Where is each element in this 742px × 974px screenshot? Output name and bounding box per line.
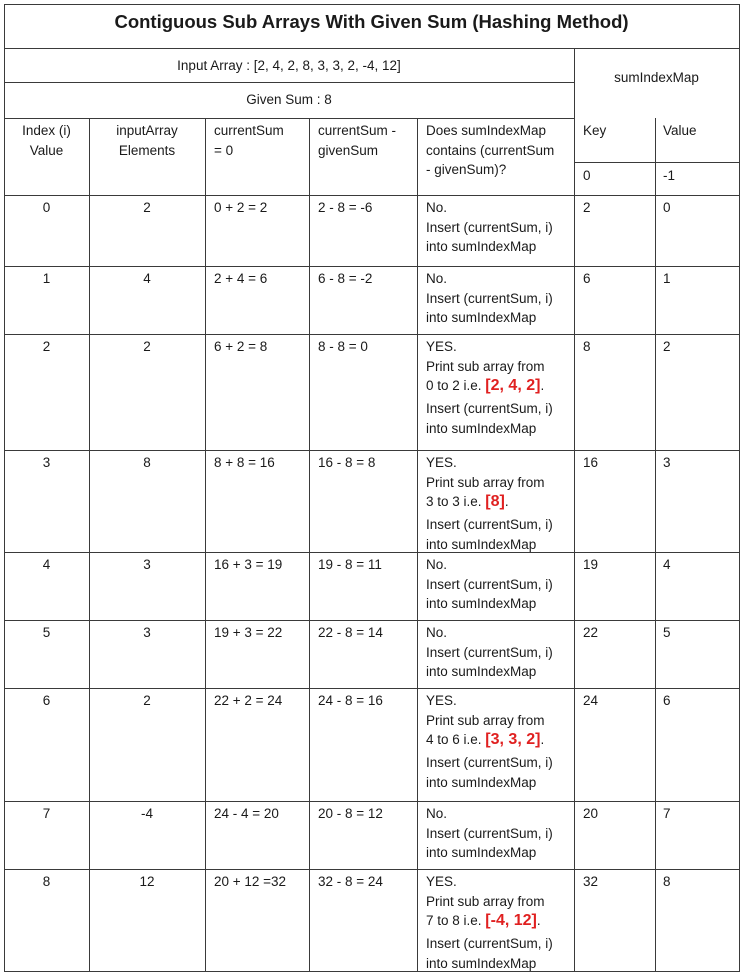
row-element: 2 [143,339,151,354]
row-element: 3 [143,557,151,572]
grid-line-v [574,48,575,972]
contains-text: into sumIndexMap [426,774,537,790]
grid-line-h [4,48,740,49]
contains-text: YES. [426,339,457,354]
row-value: 0 [663,200,671,215]
row-contains-line [426,843,536,863]
row-contains-line [426,269,447,289]
contains-text: Insert (currentSum, i) [426,290,553,306]
contains-text: Insert (currentSum, i) [426,219,553,235]
grid-line-h [4,4,740,5]
row-key: 19 [583,557,599,572]
row-current-sum: 22 + 2 = 24 [214,693,283,708]
row-index: 6 [42,693,51,708]
given-sum-label: Given Sum : 8 [246,92,332,107]
row-diff: 19 - 8 = 11 [318,557,382,572]
row-key: 16 [583,455,599,470]
row-value: 2 [663,339,671,354]
row-contains-line [426,730,544,750]
row-contains-line [426,198,447,218]
contains-text: Insert (currentSum, i) [426,576,553,592]
row-contains-line [426,753,553,773]
row-element: 12 [139,874,155,889]
row-index: 4 [42,557,51,572]
row-current-sum: 24 - 4 = 20 [214,806,279,821]
row-index: 2 [42,339,51,354]
contains-text: Insert (currentSum, i) [426,644,553,660]
header-current-sum: currentSum [214,123,284,138]
row-contains-line [426,473,545,493]
row-contains-line [426,691,457,711]
grid-line-v [417,118,418,972]
header-value: Value [663,123,697,138]
grid-line-v [739,4,740,972]
contains-text: No. [426,200,448,215]
grid-line-v [89,118,90,972]
header-elements: inputArray [116,123,178,138]
row-key: 24 [583,693,599,708]
grid-line-h [4,552,740,553]
row-contains-line [426,419,536,439]
row-value: 3 [663,455,671,470]
row-value: 7 [663,806,671,821]
contains-text: Insert (currentSum, i) [426,401,553,416]
row-key: 6 [583,271,591,286]
header-elements: Elements [118,142,176,158]
row-index: 5 [42,625,51,640]
contains-text: . [540,378,545,393]
row-current-sum: 19 + 3 = 22 [214,625,283,640]
contains-text: Print sub array from [426,474,545,490]
row-element: 8 [143,455,151,470]
contains-text: 4 to 6 i.e. [426,732,486,747]
row-element: 2 [143,693,151,708]
row-contains-line [426,773,536,793]
row-element: 4 [143,271,151,286]
row-index: 3 [42,455,51,470]
grid-line-v [309,118,310,972]
row-contains-line [426,623,447,643]
row-contains-line [426,892,545,912]
contains-text: No. [426,625,448,640]
sum-index-map-title: sumIndexMap [614,70,699,85]
row-value: 5 [663,625,671,640]
row-contains-line [426,376,544,396]
row-diff: 20 - 8 = 12 [318,806,383,821]
row-contains-line [426,555,447,575]
row-key: 22 [583,625,599,640]
row-diff: 8 - 8 = 0 [318,339,368,354]
row-diff: 22 - 8 = 14 [318,625,383,640]
contains-text: . [536,913,541,928]
row-current-sum: 16 + 3 = 19 [214,557,283,572]
contains-text: Insert (currentSum, i) [426,755,553,770]
row-contains-line [426,453,457,473]
header-current-sum: = 0 [214,142,234,158]
row-index: 1 [42,271,51,286]
row-key: 20 [583,806,599,821]
initial-value: -1 [663,168,676,183]
diagram-title: Contiguous Sub Arrays With Given Sum (Hashing Method) [114,11,629,32]
row-contains-line [426,535,536,555]
row-contains-line [426,804,447,824]
row-current-sum: 6 + 2 = 8 [214,339,268,354]
contains-text: . [504,494,509,509]
row-value: 6 [663,693,671,708]
row-key: 2 [583,200,591,215]
row-contains-line [426,911,541,931]
row-contains-line [426,594,536,614]
row-contains-line [426,308,536,328]
row-contains-line [426,711,545,731]
contains-text: Print sub array from [426,358,545,374]
contains-text: into sumIndexMap [426,845,537,860]
grid-line-h [574,162,740,163]
contains-text: Insert (currentSum, i) [426,936,553,951]
row-contains-line [426,218,553,238]
row-contains-line [426,515,553,535]
contains-text: into sumIndexMap [426,955,537,971]
sub-array-highlight: [-4, 12] [485,912,537,929]
row-element: 2 [143,200,151,215]
row-index: 0 [42,200,51,215]
grid-line-h [4,688,740,689]
row-contains-line [426,954,536,974]
grid-line-h [4,334,740,335]
sub-array-highlight: [2, 4, 2] [485,377,541,394]
contains-text: YES. [426,874,457,889]
row-contains-line [426,575,553,595]
row-value: 1 [663,271,671,286]
header-contains: - givenSum)? [426,162,507,177]
contains-text: into sumIndexMap [426,664,537,679]
contains-text: Insert (currentSum, i) [426,517,553,532]
header-index: Value [29,142,64,158]
row-current-sum: 8 + 8 = 16 [214,455,275,470]
row-diff: 6 - 8 = -2 [318,271,373,286]
contains-text: Print sub array from [426,712,545,728]
row-contains-line [426,357,545,377]
grid-line-h [4,620,740,621]
sub-array-highlight: [3, 3, 2] [485,731,541,748]
contains-text: 7 to 8 i.e. [426,913,486,928]
initial-key: 0 [583,168,591,183]
row-contains-line [426,934,553,954]
row-value: 4 [663,557,671,572]
header-key: Key [583,123,607,138]
row-contains-line [426,399,553,419]
contains-text: into sumIndexMap [426,310,537,325]
contains-text: into sumIndexMap [426,536,537,552]
header-diff: currentSum - [318,123,397,138]
contains-text: Insert (currentSum, i) [426,825,553,841]
row-index: 8 [42,874,51,889]
contains-text: 3 to 3 i.e. [426,494,486,509]
row-diff: 32 - 8 = 24 [318,874,383,889]
contains-text: No. [426,557,448,572]
row-diff: 24 - 8 = 16 [318,693,383,708]
header-index: Index (i) [22,123,71,138]
row-contains-line [426,824,553,844]
row-contains-line [426,872,457,892]
grid-line-h [4,195,740,196]
sub-array-highlight: [8] [485,493,505,510]
contains-text: YES. [426,693,457,708]
row-contains-line [426,337,457,357]
grid-line-v [655,118,656,972]
contains-text: YES. [426,455,457,470]
row-element: -4 [140,806,153,821]
row-key: 8 [583,339,591,354]
row-current-sum: 0 + 2 = 2 [214,200,268,215]
grid-line-v [205,118,206,972]
header-contains: contains (currentSum [426,142,555,158]
contains-text: into sumIndexMap [426,239,537,254]
row-diff: 16 - 8 = 8 [318,455,376,470]
row-element: 3 [143,625,151,640]
row-contains-line [426,289,553,309]
row-contains-line [426,237,536,257]
grid-line-h [4,82,574,83]
grid-line-h [4,869,740,870]
row-diff: 2 - 8 = -6 [318,200,373,215]
grid-line-h [4,266,740,267]
grid-line-h [4,971,740,972]
header-contains: Does sumIndexMap [426,123,547,138]
row-current-sum: 20 + 12 =32 [214,874,287,889]
row-current-sum: 2 + 4 = 6 [214,271,268,286]
row-contains-line [426,643,553,663]
contains-text: No. [426,271,448,286]
row-contains-line [426,492,509,512]
grid-line-h [4,801,740,802]
contains-text: No. [426,806,448,821]
contains-text: into sumIndexMap [426,420,537,436]
contains-text: . [540,732,545,747]
contains-text: Print sub array from [426,893,545,909]
input-array-label: Input Array : [2, 4, 2, 8, 3, 3, 2, -4, 12] [177,58,401,73]
row-contains-line [426,662,536,682]
row-index: 7 [42,806,51,821]
contains-text: 0 to 2 i.e. [426,378,486,393]
header-diff: givenSum [318,142,379,158]
grid-line-h [4,450,740,451]
row-value: 8 [663,874,671,889]
row-key: 32 [583,874,599,889]
contains-text: into sumIndexMap [426,596,537,611]
